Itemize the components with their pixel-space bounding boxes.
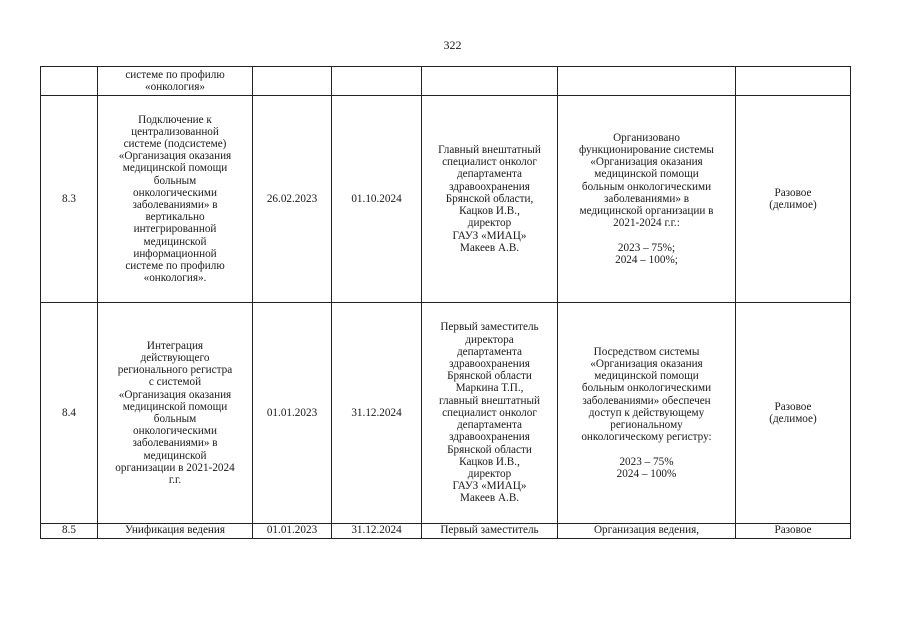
cell-number <box>41 67 98 96</box>
cell-result: Посредством системы «Организация оказания медицинской помощи больным онкологическими заболеваниями» обеспечен доступ к действующему региональному онкологическому регистру: 2023 – 75% 2024 – 100% <box>558 303 736 524</box>
cell-activity-name: системе по профилю «онкология» <box>98 67 253 96</box>
cell-start-date <box>253 67 332 96</box>
table-row <box>41 67 851 96</box>
cell-activity-name: Унификация ведения <box>98 524 253 539</box>
cell-start-date: 01.01.2023 <box>253 524 332 539</box>
cell-end-date <box>332 67 422 96</box>
cell-type: Разовое (делимое) <box>736 303 851 524</box>
cell-type: Разовое (делимое) <box>736 96 851 303</box>
cell-responsible: Главный внештатный специалист онколог департамента здравоохранения Брянской области, Кацков И.В., директор ГАУЗ «МИАЦ» Макеев А.В. <box>422 96 558 303</box>
cell-number: 8.5 <box>41 524 98 539</box>
cell-activity-name: Подключение к централизованной системе (подсистеме) «Организация оказания медицинской помощи больным онкологическими заболеваниями» в вертикально интегрированной медицинской информационной системе по профилю «онкология». <box>98 96 253 303</box>
cell-start-date: 26.02.2023 <box>253 96 332 303</box>
cell-type: Разовое <box>736 524 851 539</box>
cell-responsible: Первый заместитель директора департамента здравоохранения Брянской области Маркина Т.П., главный внештатный специалист онколог департамента здравоохранения Брянской области Кацков И.В., директор ГАУЗ «МИАЦ» Макеев А.В. <box>422 303 558 524</box>
cell-start-date: 01.01.2023 <box>253 303 332 524</box>
cell-result <box>558 67 736 96</box>
cell-number: 8.3 <box>41 96 98 303</box>
table-row <box>41 96 851 303</box>
cell-responsible: Первый заместитель <box>422 524 558 539</box>
cell-type <box>736 67 851 96</box>
cell-result: Организация ведения, <box>558 524 736 539</box>
cell-number: 8.4 <box>41 303 98 524</box>
page-number: 322 <box>443 38 462 52</box>
cell-end-date: 31.12.2024 <box>332 303 422 524</box>
cell-result: Организовано функционирование системы «Организация оказания медицинской помощи больным онкологическими заболеваниями» в медицинской организации в 2021-2024 г.г.: 2023 – 75%; 2024 – 100%; <box>558 96 736 303</box>
activity-table <box>40 66 851 539</box>
table-row <box>41 303 851 524</box>
cell-responsible <box>422 67 558 96</box>
table-row <box>41 524 851 539</box>
cell-end-date: 31.12.2024 <box>332 524 422 539</box>
cell-activity-name: Интеграция действующего регионального регистра с системой «Организация оказания медицинской помощи больным онкологическими заболеваниями» в медицинской организации в 2021-2024 г.г. <box>98 303 253 524</box>
cell-end-date: 01.10.2024 <box>332 96 422 303</box>
